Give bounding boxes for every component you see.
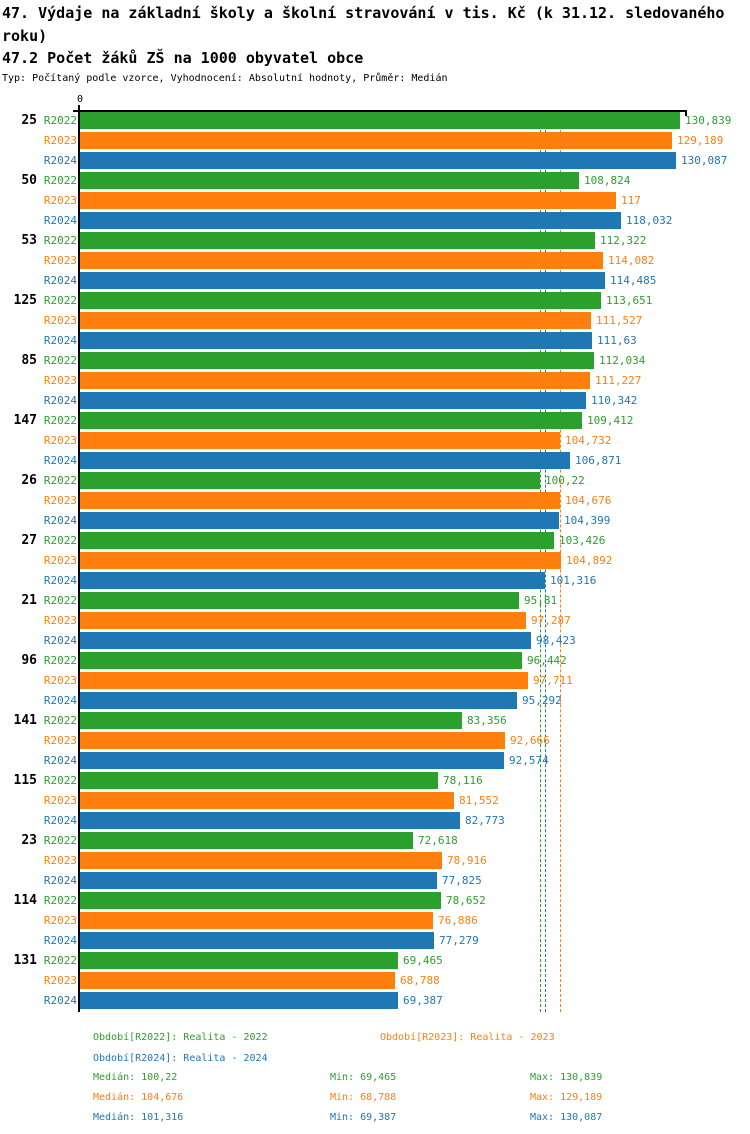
bar-r2024: [80, 512, 559, 529]
legend-r2024: Období[R2024]: Realita - 2024: [93, 1053, 268, 1064]
bar-value-label: 92,666: [510, 734, 550, 747]
stat-max-r2023: Max: 129,189: [530, 1092, 603, 1103]
bar-r2023: [80, 132, 672, 149]
bar-r2022: [80, 472, 540, 489]
bar-r2023: [80, 492, 560, 509]
bar-r2022: [80, 832, 413, 849]
bar-series-label-r2024: R2024: [43, 994, 77, 1007]
bar-value-label: 95,81: [524, 594, 558, 607]
bar-r2024: [80, 572, 545, 589]
group-label: 27: [21, 533, 37, 548]
bar-value-label: 77,825: [442, 874, 482, 887]
bar-r2023: [80, 672, 528, 689]
group-label: 96: [21, 653, 37, 668]
bar-value-label: 97,711: [533, 674, 573, 687]
bar-series-label-r2024: R2024: [43, 334, 77, 347]
bar-r2023: [80, 312, 591, 329]
bar-series-label-r2022: R2022: [43, 534, 77, 547]
group-label: 21: [21, 593, 37, 608]
bar-r2023: [80, 852, 442, 869]
bar-value-label: 96,442: [527, 654, 567, 667]
bar-series-label-r2023: R2023: [43, 914, 77, 927]
bar-series-label-r2023: R2023: [43, 974, 77, 987]
bar-r2024: [80, 392, 586, 409]
bar-value-label: 113,651: [606, 294, 653, 307]
bar-value-label: 77,279: [439, 934, 479, 947]
bar-r2022: [80, 652, 522, 669]
bar-r2022: [80, 112, 680, 129]
legend-r2023: Období[R2023]: Realita - 2023: [380, 1032, 555, 1043]
bar-r2022: [80, 592, 519, 609]
bar-series-label-r2022: R2022: [43, 414, 77, 427]
bar-r2023: [80, 552, 561, 569]
bar-series-label-r2023: R2023: [43, 494, 77, 507]
bar-r2024: [80, 752, 504, 769]
bar-r2023: [80, 792, 454, 809]
bar-series-label-r2022: R2022: [43, 834, 77, 847]
bar-value-label: 111,527: [596, 314, 643, 327]
legend-r2022: Období[R2022]: Realita - 2022: [93, 1032, 268, 1043]
bar-value-label: 111,63: [597, 334, 637, 347]
bar-series-label-r2022: R2022: [43, 774, 77, 787]
bar-series-label-r2022: R2022: [43, 294, 77, 307]
bar-value-label: 72,618: [418, 834, 458, 847]
bar-series-label-r2022: R2022: [43, 594, 77, 607]
bar-value-label: 104,399: [564, 514, 611, 527]
group-label: 50: [21, 173, 37, 188]
bar-r2024: [80, 632, 531, 649]
bar-series-label-r2022: R2022: [43, 954, 77, 967]
bar-r2023: [80, 972, 395, 989]
bar-r2024: [80, 992, 398, 1009]
bar-series-label-r2024: R2024: [43, 394, 77, 407]
bar-r2022: [80, 352, 594, 369]
bar-r2024: [80, 332, 592, 349]
chart-meta-line: Typ: Počítaný podle vzorce, Vyhodnocení: Absolutní hodnoty, Průměr: Medián: [2, 73, 448, 84]
bar-series-label-r2023: R2023: [43, 254, 77, 267]
bar-value-label: 78,916: [447, 854, 487, 867]
group-label: 141: [13, 713, 37, 728]
bar-value-label: 104,676: [565, 494, 612, 507]
bar-r2024: [80, 872, 437, 889]
bar-series-label-r2024: R2024: [43, 574, 77, 587]
group-label: 115: [13, 773, 37, 788]
stat-min-r2022: Min: 69,465: [330, 1072, 397, 1083]
bar-r2022: [80, 952, 398, 969]
stat-max-r2022: Max: 130,839: [530, 1072, 603, 1083]
bar-series-label-r2023: R2023: [43, 614, 77, 627]
bar-r2022: [80, 412, 582, 429]
bar-r2022: [80, 532, 554, 549]
bar-series-label-r2024: R2024: [43, 274, 77, 287]
bar-series-label-r2022: R2022: [43, 714, 77, 727]
group-label: 131: [13, 953, 37, 968]
bar-value-label: 111,227: [595, 374, 642, 387]
bar-value-label: 98,423: [536, 634, 576, 647]
bar-value-label: 68,788: [400, 974, 440, 987]
bar-value-label: 69,465: [403, 954, 443, 967]
bar-series-label-r2024: R2024: [43, 934, 77, 947]
bar-value-label: 130,087: [681, 154, 728, 167]
bar-series-label-r2023: R2023: [43, 854, 77, 867]
bar-series-label-r2024: R2024: [43, 814, 77, 827]
bar-r2024: [80, 272, 605, 289]
bar-series-label-r2024: R2024: [43, 874, 77, 887]
group-label: 85: [21, 353, 37, 368]
bar-value-label: 92,574: [509, 754, 549, 767]
bar-series-label-r2024: R2024: [43, 634, 77, 647]
bar-value-label: 100,22: [545, 474, 585, 487]
group-label: 25: [21, 113, 37, 128]
bar-r2022: [80, 772, 438, 789]
bar-r2024: [80, 152, 676, 169]
bar-value-label: 110,342: [591, 394, 638, 407]
bar-series-label-r2022: R2022: [43, 174, 77, 187]
bar-value-label: 114,485: [610, 274, 657, 287]
bar-r2022: [80, 892, 441, 909]
bar-series-label-r2024: R2024: [43, 154, 77, 167]
bar-value-label: 106,871: [575, 454, 622, 467]
bar-series-label-r2022: R2022: [43, 114, 77, 127]
bar-value-label: 109,412: [587, 414, 634, 427]
bar-series-label-r2022: R2022: [43, 234, 77, 247]
stat-min-r2023: Min: 68,788: [330, 1092, 397, 1103]
bar-value-label: 114,082: [608, 254, 655, 267]
chart-subtitle: 47.2 Počet žáků ZŠ na 1000 obyvatel obce: [2, 49, 364, 67]
bar-r2023: [80, 912, 433, 929]
bar-series-label-r2023: R2023: [43, 674, 77, 687]
group-label: 26: [21, 473, 37, 488]
group-label: 23: [21, 833, 37, 848]
bar-value-label: 103,426: [559, 534, 606, 547]
bar-series-label-r2023: R2023: [43, 134, 77, 147]
bar-series-label-r2024: R2024: [43, 214, 77, 227]
bar-series-label-r2023: R2023: [43, 734, 77, 747]
axis-origin-label: 0: [76, 94, 84, 105]
bar-r2022: [80, 232, 595, 249]
bar-value-label: 78,652: [446, 894, 486, 907]
bar-r2023: [80, 612, 526, 629]
group-label: 53: [21, 233, 37, 248]
bar-value-label: 82,773: [465, 814, 505, 827]
bar-r2024: [80, 812, 460, 829]
bar-value-label: 130,839: [685, 114, 732, 127]
bar-value-label: 118,032: [626, 214, 673, 227]
bar-series-label-r2023: R2023: [43, 554, 77, 567]
bar-series-label-r2024: R2024: [43, 694, 77, 707]
bar-value-label: 104,892: [566, 554, 613, 567]
bar-series-label-r2022: R2022: [43, 474, 77, 487]
bar-series-label-r2023: R2023: [43, 794, 77, 807]
bar-value-label: 95,292: [522, 694, 562, 707]
chart-title: 47. Výdaje na základní školy a školní stravování v tis. Kč (k 31.12. sledovaného roku): [2, 4, 725, 45]
bar-r2023: [80, 372, 590, 389]
bar-value-label: 104,732: [565, 434, 612, 447]
bar-r2023: [80, 192, 616, 209]
bar-series-label-r2023: R2023: [43, 434, 77, 447]
bar-series-label-r2024: R2024: [43, 514, 77, 527]
bar-series-label-r2023: R2023: [43, 374, 77, 387]
bar-r2022: [80, 712, 462, 729]
bar-value-label: 112,034: [599, 354, 646, 367]
stat-min-r2024: Min: 69,387: [330, 1112, 397, 1123]
bar-r2022: [80, 292, 601, 309]
bar-series-label-r2024: R2024: [43, 754, 77, 767]
bar-series-label-r2023: R2023: [43, 314, 77, 327]
bar-value-label: 108,824: [584, 174, 631, 187]
bar-series-label-r2024: R2024: [43, 454, 77, 467]
group-label: 114: [13, 893, 37, 908]
bar-value-label: 78,116: [443, 774, 483, 787]
stat-median-r2023: Medián: 104,676: [93, 1092, 184, 1103]
bar-value-label: 76,886: [438, 914, 478, 927]
bar-r2023: [80, 252, 603, 269]
bar-r2022: [80, 172, 579, 189]
bar-value-label: 97,287: [531, 614, 571, 627]
bar-series-label-r2022: R2022: [43, 654, 77, 667]
bar-r2024: [80, 452, 570, 469]
bar-r2024: [80, 692, 517, 709]
stat-max-r2024: Max: 130,087: [530, 1112, 603, 1123]
bar-value-label: 69,387: [403, 994, 443, 1007]
bar-r2024: [80, 932, 434, 949]
bar-series-label-r2023: R2023: [43, 194, 77, 207]
stat-median-r2024: Medián: 101,316: [93, 1112, 184, 1123]
bar-series-label-r2022: R2022: [43, 894, 77, 907]
bar-r2023: [80, 432, 560, 449]
stat-median-r2022: Medián: 100,22: [93, 1072, 178, 1083]
group-label: 125: [13, 293, 37, 308]
bar-r2023: [80, 732, 505, 749]
bar-value-label: 112,322: [600, 234, 647, 247]
group-label: 147: [13, 413, 37, 428]
bar-value-label: 83,356: [467, 714, 507, 727]
bar-series-label-r2022: R2022: [43, 354, 77, 367]
bar-value-label: 129,189: [677, 134, 724, 147]
bar-value-label: 101,316: [550, 574, 597, 587]
bar-r2024: [80, 212, 621, 229]
bar-value-label: 81,552: [459, 794, 499, 807]
bar-value-label: 117: [621, 194, 641, 207]
